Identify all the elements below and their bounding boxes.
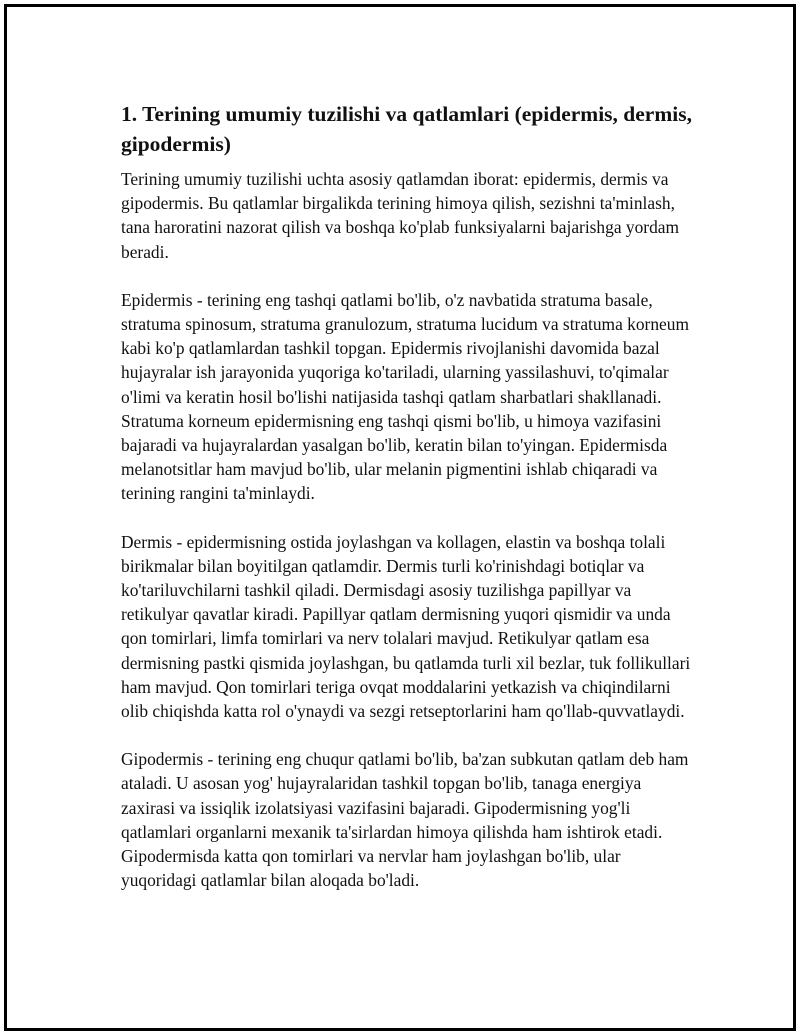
paragraph-overview: Terining umumiy tuzilishi uchta asosiy qatlamdan iborat: epidermis, dermis va gipodermis. Bu qatlamlar birgalikda terining himoya qilish, sezishni ta'minlash, tana haroratini nazorat qilish va boshqa ko'plab funksiyalarni bajarishga yordam beradi. <box>121 169 680 262</box>
page-frame <box>4 4 796 1031</box>
paragraph-dermis: Dermis - epidermisning ostida joylashgan va kollagen, elastin va boshqa tolali birikmalar bilan boyitilgan qatlamdir. Dermis turli ko'rinishdagi botiqlar va ko'tariluvchilarni tashkil qiladi. Dermisdagi asosiy tuzilishga papillyar va retikulyar qavatlar kiradi. Papillyar qatlam dermisning yuqori qismidir va unda qon tomirlari, limfa tomirlari va nerv tolalari mavjud. Retikulyar qatlam esa dermisning pastki qismida joylashgan, bu qatlamda turli xil bezlar, tuk follikullari ham mavjud. Qon tomirlari teriga ovqat moddalarini yetkazish va chiqindilarni olib chiqishda katta rol o'ynaydi va sezgi retseptorlarini ham qo'llab-quvvatlaydi. <box>121 531 691 722</box>
paragraph-gipodermis: Gipodermis - terining eng chuqur qatlami bo'lib, ba'zan subkutan qatlam deb ham ataladi. U asosan yog' hujayralaridan tashkil topgan bo'lib, tanaga energiya zaxirasi va issiqlik izolatsiyasi vazifasini bajaradi. Gipodermisning yog'li qatlamlari organlarni mexanik ta'sirlardan himoya qilishda ham ishtirok etadi. Gipodermisda katta qon tomirlari va nervlar ham joylashgan bo'lib, ular yuqoridagi qatlamlar bilan aloqada bo'ladi. <box>121 749 689 891</box>
document-body <box>121 99 695 916</box>
section-title: 1. Terining umumiy tuzilishi va qatlamlari (epidermis, dermis, gipodermis) <box>121 102 692 156</box>
paragraph-epidermis: Epidermis - terining eng tashqi qatlami bo'lib, o'z navbatida stratuma basale, stratuma spinosum, stratuma granulozum, stratuma lucidum va stratuma korneum kabi ko'p qatlamlardan tashkil topgan. Epidermis rivojlanishi davomida bazal hujayralar ish jarayonida yuqoriga ko'tariladi, ularning yassilashuvi, to'qimalar o'limi va keratin hosil bo'lishi natijasida tashqi qatlam sharbatlari shakllanadi. Stratuma korneum epidermisning eng tashqi qismi bo'lib, u himoya vazifasini bajaradi va hujayralardan yasalgan bo'lib, keratin bilan to'yingan. Epidermisda melanotsitlar ham mavjud bo'lib, ular melanin pigmentini ishlab chiqaradi va terining rangini ta'minlaydi. <box>121 289 689 504</box>
